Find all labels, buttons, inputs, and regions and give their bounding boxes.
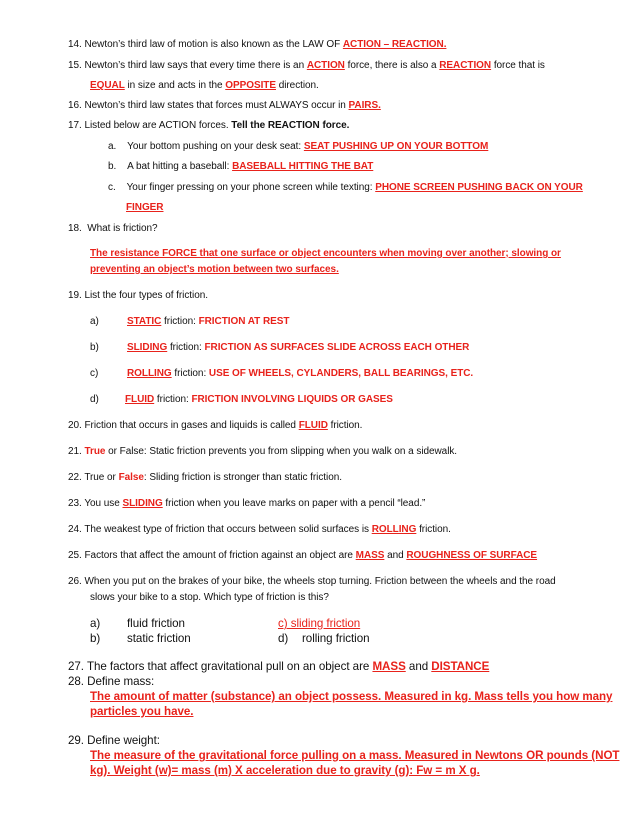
answer: PAIRS. xyxy=(348,100,381,111)
question-text: List the four types of friction. xyxy=(84,290,208,301)
question-26 xyxy=(68,575,556,588)
question-text: friction: xyxy=(154,394,192,405)
question-29 xyxy=(68,733,160,748)
question-text: force, there is also a xyxy=(344,60,440,71)
question-text: : Sliding friction is stronger than static friction. xyxy=(143,472,342,483)
item-number: 27. xyxy=(68,660,84,673)
answer: ROUGHNESS OF SURFACE xyxy=(406,550,538,561)
choice-text: static friction xyxy=(127,632,191,645)
question-17 xyxy=(68,119,349,132)
sub-letter: c. xyxy=(108,182,116,193)
question-17a xyxy=(108,140,488,153)
question-text: friction: xyxy=(171,368,209,379)
answer: BASEBALL HITTING THE BAT xyxy=(232,161,374,172)
question-19d xyxy=(90,393,393,406)
question-text: or False: Static friction prevents you from slipping when you walk on a sidewalk. xyxy=(105,446,458,457)
question-23 xyxy=(68,497,425,510)
item-number: 23. xyxy=(68,498,82,509)
question-17c xyxy=(108,181,583,194)
choice-a xyxy=(90,616,185,631)
question-25 xyxy=(68,549,537,562)
answer: PHONE SCREEN PUSHING BACK ON YOUR xyxy=(375,182,583,193)
question-text: A bat hitting a baseball: xyxy=(127,161,233,172)
answer: EQUAL xyxy=(90,80,125,91)
question-text: force that is xyxy=(491,60,545,71)
question-text: Your finger pressing on your phone screen while texting: xyxy=(126,182,376,193)
answer-description: FRICTION INVOLVING LIQUIDS OR GASES xyxy=(191,394,393,405)
choice-text: rolling friction xyxy=(302,632,370,645)
choice-letter: b) xyxy=(90,632,101,645)
answer: FLUID xyxy=(125,394,155,405)
answer-29-line-1: The measure of the gravitational force pulling on a mass. Measured in Newtons OR pounds (NOT xyxy=(90,749,620,762)
item-number: 19. xyxy=(68,290,82,301)
question-text: friction when you leave marks on paper with a pencil “lead.” xyxy=(162,498,426,509)
question-28 xyxy=(68,674,154,689)
question-text: friction. xyxy=(327,420,363,431)
question-text: in size and acts in the xyxy=(124,80,226,91)
question-emphasis: Tell the REACTION force. xyxy=(231,120,350,131)
answer-18-line-1: The resistance FORCE that one surface or object encounters when moving over another; slowing or xyxy=(90,248,561,259)
item-number: 18. xyxy=(68,223,82,234)
item-number: 16. xyxy=(68,100,82,111)
question-text: and xyxy=(405,660,432,673)
question-text: Define weight: xyxy=(87,734,160,747)
item-number: 24. xyxy=(68,524,82,535)
sub-letter: d) xyxy=(90,394,99,405)
question-17c-continued xyxy=(126,201,163,214)
question-text: direction. xyxy=(275,80,319,91)
answer: True xyxy=(84,446,106,457)
answer: FINGER xyxy=(126,202,164,213)
question-26-continued xyxy=(90,591,329,604)
sub-letter: b) xyxy=(90,342,99,353)
answer: SEAT PUSHING UP ON YOUR BOTTOM xyxy=(303,141,489,152)
question-text: friction: xyxy=(167,342,205,353)
question-text: friction: xyxy=(161,316,199,327)
question-17b xyxy=(108,160,373,173)
question-text: Factors that affect the amount of friction against an object are xyxy=(84,550,356,561)
answer: FLUID xyxy=(298,420,328,431)
question-19a xyxy=(90,315,289,328)
question-text: Friction that occurs in gases and liquids is called xyxy=(84,420,299,431)
question-22 xyxy=(68,471,342,484)
item-number: 20. xyxy=(68,420,82,431)
question-text: and xyxy=(384,550,407,561)
choice-text: fluid friction xyxy=(127,617,185,630)
answer: ROLLING xyxy=(371,524,417,535)
question-27 xyxy=(68,659,489,674)
item-number: 29. xyxy=(68,734,84,747)
question-14 xyxy=(68,38,446,51)
item-number: 15. xyxy=(68,60,82,71)
question-text: Define mass: xyxy=(87,675,155,688)
question-19c xyxy=(90,367,473,380)
question-text: Listed below are ACTION forces. xyxy=(84,120,232,131)
question-16 xyxy=(68,99,381,112)
question-24 xyxy=(68,523,451,536)
sub-letter: a) xyxy=(90,316,99,327)
question-text: You use xyxy=(84,498,123,509)
answer-description: FRICTION AT REST xyxy=(198,316,290,327)
question-text: Newton’s third law says that every time there is an xyxy=(84,60,307,71)
question-21 xyxy=(68,445,457,458)
answer: ACTION xyxy=(306,60,345,71)
question-15 xyxy=(68,59,545,72)
sub-letter: c) xyxy=(90,368,99,379)
choice-c-correct: c) sliding friction xyxy=(278,617,361,630)
question-text: slows your bike to a stop. Which type of friction is this? xyxy=(90,592,329,603)
answer: ACTION – REACTION. xyxy=(342,39,447,50)
answer: REACTION xyxy=(439,60,492,71)
choice-letter: a) xyxy=(90,617,101,630)
answer: False xyxy=(118,472,144,483)
choice-b xyxy=(90,631,191,646)
item-number: 14. xyxy=(68,39,82,50)
question-20 xyxy=(68,419,362,432)
item-number: 22. xyxy=(68,472,82,483)
answer: DISTANCE xyxy=(431,660,490,673)
answer-description: USE OF WHEELS, CYLANDERS, BALL BEARINGS, ETC. xyxy=(208,368,474,379)
question-15-continued xyxy=(90,79,319,92)
answer: STATIC xyxy=(127,316,162,327)
choice-letter: d) xyxy=(278,632,289,645)
item-number: 26. xyxy=(68,576,82,587)
answer-description: FRICTION AS SURFACES SLIDE ACROSS EACH OTHER xyxy=(204,342,470,353)
sub-letter: b. xyxy=(108,161,117,172)
question-text: What is friction? xyxy=(87,223,158,234)
question-text: When you put on the brakes of your bike, the wheels stop turning. Friction between the wheels and the road xyxy=(84,576,556,587)
answer: MASS xyxy=(372,660,406,673)
question-text: Newton’s third law states that forces must ALWAYS occur in xyxy=(84,100,349,111)
answer: SLIDING xyxy=(127,342,168,353)
answer-28-line-1: The amount of matter (substance) an object possess. Measured in kg. Mass tells you how many xyxy=(90,690,613,703)
item-number: 25. xyxy=(68,550,82,561)
question-text: friction. xyxy=(416,524,451,535)
question-19 xyxy=(68,289,208,302)
answer: OPPOSITE xyxy=(225,80,276,91)
answer-28-line-2: particles you have. xyxy=(90,705,194,718)
item-number: 21. xyxy=(68,446,82,457)
sub-letter: a. xyxy=(108,141,117,152)
question-18 xyxy=(68,222,158,235)
question-text: Newton’s third law of motion is also known as the LAW OF xyxy=(84,39,343,50)
answer-18-line-2: preventing an object’s motion between two surfaces. xyxy=(90,264,339,275)
item-number: 28. xyxy=(68,675,84,688)
question-text: The factors that affect gravitational pull on an object are xyxy=(86,660,373,673)
answer: SLIDING xyxy=(122,498,163,509)
answer-29-line-2: kg). Weight (w)= mass (m) X acceleration due to gravity (g): Fw = m X g. xyxy=(90,764,480,777)
question-text: True or xyxy=(84,472,119,483)
question-text: The weakest type of friction that occurs between solid surfaces is xyxy=(84,524,372,535)
answer: MASS xyxy=(355,550,385,561)
question-text: Your bottom pushing on your desk seat: xyxy=(127,141,304,152)
item-number: 17. xyxy=(68,120,82,131)
answer: ROLLING xyxy=(127,368,172,379)
choice-d xyxy=(278,631,370,646)
question-19b xyxy=(90,341,469,354)
